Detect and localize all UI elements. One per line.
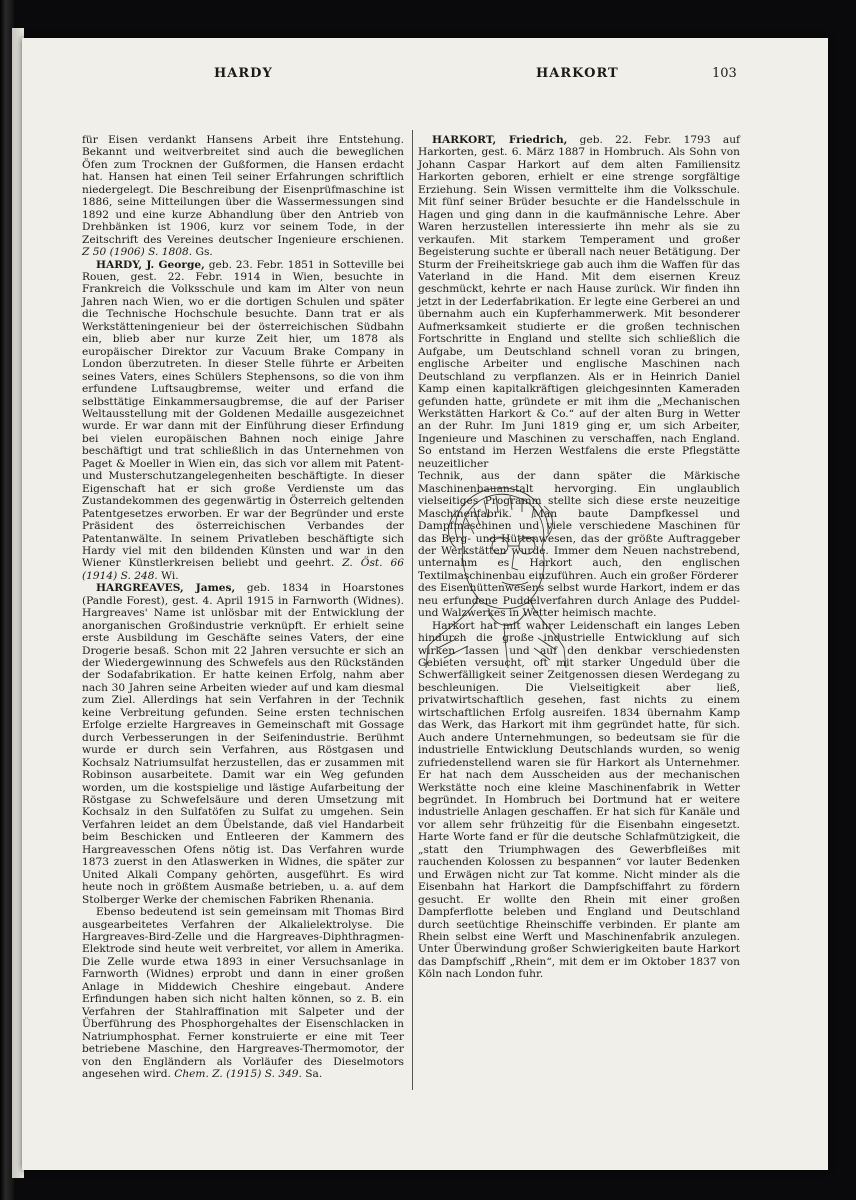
entry-text: geb. 23. Febr. 1851 in Sotteville bei Rouen, gest. 22. Febr. 1914 in Wien, besuchte in Frankreich die Volksschule und kam im Alter von neun Jahren nach Wien, wo er die dortigen Schulen und später die Technische Hochschule besuchte. Dann trat er als Werkstätteningenieur bei der österreichischen Südbahn ein, blieb aber nur kurze Zeit hier, um 1878 als europäischer Direktor zur Vacuum Brake Company in London überzutreten. In dieser Stelle führte er Arbeiten seines Vaters, eines Schülers Stephensons, so die von ihm erfundene Luftsaugbremse, weiter und erfand die selbsttätige Einkammersaugbremse, die auf der Pariser Weltausstellung mit der Goldenen Medaille ausgezeichnet wurde. Er war dann mit der Einführung dieser Erfindung bei vielen europäischen Bahnen noch einige Jahre beschäftigt und trat schließlich in das Unternehmen von Paget & Moeller in Wien ein, das sich vor allem mit Patent- und Musterschutzangelegenheiten beschäftigte. In dieser Eigenschaft hat er sich große Verdienste um das Zustandekommen des gegenwärtig in Österreich geltenden Patentgesetzes erworben. Er war der Begründer und erste Präsident des österreichischen Verbandes der Patentanwälte. In seinem Privatleben beschäftigte sich Hardy viel mit den bildenden Künsten und war in den Wiener Künstlerkreisen beliebt und geehrt. (82, 258, 404, 570)
entry-text: geb. 1834 in Hoarstones (Pandle Forest), gest. 4. April 1915 in Farnworth (Widnes). Hargreaves' Name ist unlösbar mit der Entwicklung der anorganischen Großindustrie verknüpft. Er erhielt seine erste Ausbildung im Geschäfte seines Vaters, der eine Drogerie besaß. Schon mit 22 Jahren versuchte er sich an der Wiedergewinnung des Schwefels aus den Rückständen der Sodafabrikation. Er hatte keinen Erfolg, nahm aber nach 30 Jahren seine Arbeiten wieder auf und kam diesmal zum Ziel. Allerdings hat sein Verfahren in der Technik keine Verbreitung gefunden. Seine ersten technischen Erfolge erzielte Hargreaves in Gemeinschaft mit Gossage durch Verbesserungen in der Seifenindustrie. Berühmt wurde er durch sein Verfahren, aus Röstgasen und Kochsalz Natriumsulfat herzustellen, das er zusammen mit Robinson ausarbeitete. Damit war ein Weg gefunden worden, um die kostspielige und lästige Aufarbeitung der Röstgase zu Schwefelsäure und deren Umsetzung mit Kochsalz in den Sulfatöfen zu Sulfat zu umgehen. Sein Verfahren leidet an dem Übelstande, daß viel Handarbeit beim Beschicken und Entleeren der Kammern des Hargreavesschen Ofens nötig ist. Das Verfahren wurde 1873 zuerst in den Atlaswerken in Widnes, die später zur United Alkali Company gehörten, ausgeführt. Es wird heute noch in größtem Ausmaße betrieben, u. a. auf dem Stolberger Werke der chemischen Fabriken Rhenania. (82, 582, 404, 906)
citation: Chem. Z. (1915) S. 349. (174, 1067, 302, 1080)
entry-text: geb. 22. Febr. 1793 auf Harkorten, gest. 6. März 1887 in Hombruch. Als Sohn von Johann Caspar Harkort auf dem alten Familiensitz Harkorten geboren, erhielt er eine strenge sorgfältige Erziehung. Sein Wissen vermittelte ihm die Volksschule. Mit fünf seiner Brüder besuchte er die Handelsschule in Hagen und ging dann in die kaufmännische Lehre. Aber Waren herzustellen interessierte ihn mehr als sie zu verkaufen. Mit starkem Temperament und großer Begeisterung suchte er überall nach neuer Betätigung. Der Sturm der Freiheitskriege gab auch ihm die Waffen für das Vaterland in die Hand. Mit dem eisernen Kreuz geschmückt, kehrte er nach Hause zurück. Wir finden ihn jetzt in der Lederfabrikation. Er legte eine Gerberei an und übernahm auch ein Kupferhammerwerk. Mit besonderer Aufmerksamkeit studierte er die großen technischen Fortschritte in England und stellte sich schließlich die Aufgabe, um Deutschland schnell voran zu bringen, englische Arbeiter und englische Maschinen nach Deutschland zu verpflanzen. Als er in Heinrich Daniel Kamp einen kapitalkräftigen gleichgesinnten Kameraden gefunden hatte, gründete er mit ihm die „Mechanischen Werkstätten Harkort & Co.“ auf der alten Burg in Wetter an der Ruhr. Im Juni 1819 ging er, um sich Arbeiter, Ingenieure und Maschinen zu verschaffen, nach England. So entstand im Herzen Westfalens die erste Pflegstätte neuzeitlicher (418, 134, 740, 470)
paragraph (82, 134, 404, 259)
entry-text: Ebenso bedeutend ist sein gemeinsam mit Thomas Bird ausgearbeitetes Verfahren der Alkalielektrolyse. Die Hargreaves-Bird-Zelle und die Hargreaves-Diphthragmen-Elektrode sind heute weit verbreitet, vor allem in Amerika. Die Zelle wurde etwa 1893 in einer Versuchsanlage in Farnworth (Widnes) erprobt und dann in einer großen Anlage in Middewich Cheshire eingebaut. Andere Erfindungen haben sich nicht halten können, so z. B. ein Verfahren der Stahlraffination mit Salpeter und der Überführung des Phosphorgehaltes der Eisenschlacken in Natriumphosphat. Ferner konstruierte er eine mit Teer betriebene Maschine, den Hargreaves-Thermomotor, der von den Engländern als Vorläufer des Dieselmotors angesehen wird. (82, 906, 404, 1080)
entry-text: des Eisenhüttenwesens selbst wurde Harkort, indem er das neu erfundene Puddelverfahren durch Anlage des Puddel- und Walzwerkes in Wetter heimisch machte. (418, 582, 740, 620)
entry-text: Technik, aus der dann später die Märkische Maschinenbauanstalt hervorging. Ein unglaublich vielseitiges Programm stellte sich diese erste neuzeitige Maschinenfabrik. Man baute Dampfkessel und Dampfmaschinen und viele verschiedene Maschinen für das Berg- und Hüttenwesen, das der größte Auftraggeber der Werkstätten wurde. Immer dem Neuen nachstrebend, unternahm es Harkort auch, den englischen Textilmaschinenbau einzuführen. Auch ein großer Förderer (418, 470, 740, 582)
entry-harkort (418, 134, 740, 470)
portrait-engraving (418, 478, 568, 668)
paragraph (418, 620, 740, 981)
entry-heading: HARDY, J. George, (96, 258, 205, 271)
running-head-right: HARKORT (536, 66, 619, 81)
citation: Z. Öst. 66 (1914) S. 248. (82, 557, 404, 582)
entry-heading: HARKORT, Friedrich, (432, 134, 568, 146)
entry-hargreaves (82, 582, 404, 906)
citation: Z 50 (1906) S. 1808. (82, 246, 193, 259)
author-signature: Wi. (161, 569, 179, 582)
entry-text: Harkort hat mit wahrer Leidenschaft ein langes Leben hindurch die große industrielle Entwicklung auf sich wirken lassen und auf den denkbar verschiedensten Gebieten versucht, oft mit starker Ungeduld über die Schwerfälligkeit seiner Zeitgenossen diesen Werdegang zu beschleunigen. Die Vielseitigkeit aber ließ, privatwirtschaftlich gesehen, fast nichts zu einem wirtschaftlichen Erfolg ausreifen. 1834 übernahm Kamp das Werk, das Harkort mit ihm gegründet hatte, für sich. Auch andere Unternehmungen, so bedeutsam sie für die industrielle Entwicklung Deutschlands wurden, so wenig zufriedenstellend waren sie für Harkort als Unternehmer. Er hat nach dem Ausscheiden aus der mechanischen Werkstätte noch eine kleine Maschinenfabrik in Wetter begründet. In Hombruch bei Dortmund hat er weitere industrielle Anlagen geschaffen. Er hat sich für Kanäle und vor allem sehr frühzeitig für die Eisenbahn eingesetzt. Harte Worte fand er für die deutsche Schlafmützigkeit, die „statt den Triumphwagen des Gewerbfleißes mit rauchenden Kolossen zu bespannen“ vor lauter Bedenken und Erwägen nicht zur Tat komme. Nicht minder als die Eisenbahn hat Harkort die Dampfschiffahrt zu fördern gesucht. Er wollte den Rhein mit einer großen Dampferflotte beleben und England und Deutschland durch seetüchtige Rheinschiffe verbinden. Er plante am Rhein selbst eine Werft und Maschinenfabrik anzulegen. Unter Überwindung großer Schwierigkeiten baute Harkort das Dampfschiff „Rhein“, mit dem er im Oktober 1837 von Köln nach London fuhr. (418, 619, 740, 981)
author-signature: Sa. (305, 1067, 323, 1080)
running-head-left: HARDY (214, 66, 273, 81)
intro-text: für Eisen verdankt Hansens Arbeit ihre Entstehung. Bekannt und weitverbreitet sind auch die beweglichen Öfen zum Trocknen der Gußformen, die Hansen erdacht hat. Hansen hat einen Teil seiner Erfahrungen schriftlich niedergelegt. Die Beschreibung der Eisenprüfmaschine ist 1886, seine Mitteilungen über die Wassermessungen sind 1892 und eine kurze Abhandlung über den Antrieb von Drehbänken ist 1906, kurz vor seinem Tode, in der Zeitschrift des Vereines deutscher Ingenieure erschienen. (82, 134, 404, 246)
left-column (82, 134, 404, 1080)
entry-heading: HARGREAVES, James, (96, 582, 236, 595)
paragraph (82, 906, 404, 1080)
entry-hardy (82, 259, 404, 583)
column-divider (412, 130, 413, 1090)
page-number: 103 (712, 66, 737, 81)
author-signature: Gs. (195, 246, 213, 259)
